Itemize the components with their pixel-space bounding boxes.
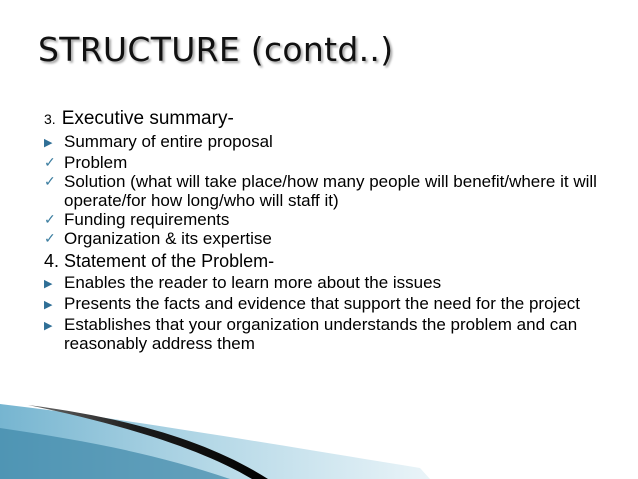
list-item-text: Summary of entire proposal [64, 132, 273, 151]
list-item-text: Problem [64, 153, 128, 172]
triangle-bullet-icon: ▶ [44, 137, 53, 149]
check-bullet-icon: ✓ [44, 230, 56, 246]
list-item-text: Organization & its expertise [64, 229, 272, 248]
triangle-bullet-icon: ▶ [44, 320, 53, 332]
check-bullet-icon: ✓ [44, 154, 56, 170]
check-bullet-icon: ✓ [44, 173, 56, 189]
triangle-bullet-icon: ▶ [44, 299, 53, 311]
slide-title: STRUCTURE (contd..) [38, 30, 394, 69]
section-4-number: 4. [44, 251, 60, 271]
section-3-number: 3. [44, 111, 56, 127]
list-item-text: Presents the facts and evidence that support the need for the project [64, 294, 580, 313]
list-item-text: Establishes that your organization understands the problem and can reasonably address them [64, 315, 578, 353]
list-item-text: Funding requirements [64, 210, 230, 229]
list-item-text: Solution (what will take place/how many people will benefit/where it will operate/for how long/who will staff it) [64, 172, 597, 210]
list-item-text: Enables the reader to learn more about the issues [64, 273, 442, 292]
section-4-label: Statement of the Problem- [64, 251, 275, 271]
check-bullet-icon: ✓ [44, 211, 56, 227]
triangle-bullet-icon: ▶ [44, 278, 53, 290]
section-3-label: Executive summary- [61, 108, 234, 129]
